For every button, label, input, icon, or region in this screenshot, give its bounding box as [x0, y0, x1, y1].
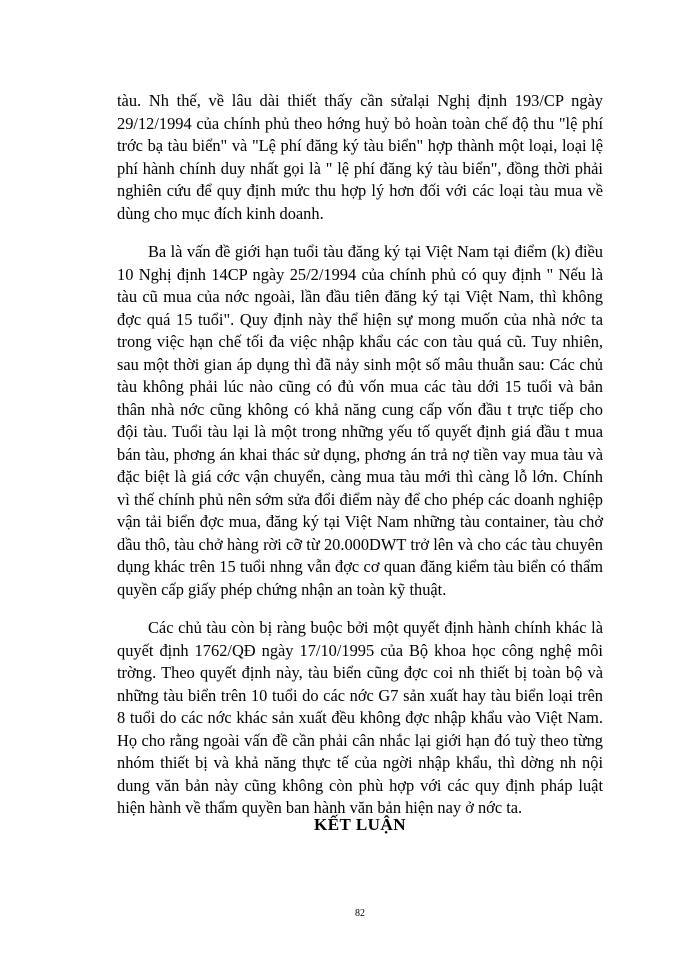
- paragraph-1: tàu. Nh thế, về lâu dài thiết thấy cần sửalại Nghị định 193/CP ngày 29/12/1994 của chính phủ theo hớng huỷ bỏ hoàn toàn chế độ thu "lệ phí trớc bạ tàu biển" và "Lệ phí đăng ký tàu biển" hợp thành một loại, loại lệ phí hành chính duy nhất gọi là " lệ phí đăng ký tàu biển", đồng thời phải nghiên cứu để quy định mức thu hợp lý hơn đối với các loại tàu mua về dùng cho mục đích kinh doanh.: [117, 91, 603, 223]
- page-number: 82: [355, 908, 365, 919]
- paragraph-3: Các chủ tàu còn bị ràng buộc bởi một quyết định hành chính khác là quyết định 1762/QĐ ngày 17/10/1995 của Bộ khoa học công nghệ môi trờng. Theo quyết định này, tàu biển cũng đợc coi nh thiết bị toàn bộ và những tàu biển trên 10 tuổi do các nớc G7 sản xuất hay tàu biển loại trên 8 tuổi do các nớc khác sản xuất đều không đợc nhập khẩu vào Việt Nam. Họ cho rằng ngoài vấn đề cần phải cân nhắc lại giới hạn đó tuỳ theo từng nhóm thiết bị và khả năng thực tế của ngời nhập khẩu, thì dờng nh nội dung văn bản này cũng không còn phù hợp với các quy định pháp luật hiện hành về thẩm quyền ban hành văn bản hiện nay ở nớc ta.: [117, 618, 603, 817]
- section-heading: KẾT LUẬN: [313, 815, 406, 834]
- paragraph-2: Ba là vấn đề giới hạn tuổi tàu đăng ký tại Việt Nam tại điểm (k) điều 10 Nghị định 14CP ngày 25/2/1994 của chính phủ có quy định " Nếu là tàu cũ mua của nớc ngoài, lần đầu tiên đăng ký tại Việt Nam, thì không đợc quá 15 tuổi". Quy định này thể hiện sự mong muốn của nhà nớc ta trong việc hạn chế tối đa việc nhập khẩu các con tàu quá cũ. Tuy nhiên, sau một thời gian áp dụng thì đã nảy sinh một số mâu thuẫn sau: Các chủ tàu không phải lúc nào cũng có đủ vốn mua các tàu dới 15 tuổi và bản thân nhà nớc cũng không có khả năng cung cấp vốn đầu t trực tiếp cho đội tàu. Tuổi tàu lại là một trong những yếu tố quyết định giá đầu t mua bán tàu, phơng án khai thác sử dụng, phơng án trả nợ tiền vay mua tàu và đặc biệt là giá cớc vận chuyển, càng mua tàu mới thì càng lỗ lớn. Chính vì thế chính phủ nên sớm sửa đổi điểm này để cho phép các doanh nghiệp vận tải biển đợc mua, đăng ký tại Việt Nam những tàu container, tàu chở dầu thô, tàu chở hàng rời cỡ từ 20.000DWT trở lên và cho các tàu chuyên dụng khác trên 15 tuổi nhng vẫn đợc cơ quan đăng kiểm tàu biển có thẩm quyền cấp giấy phép chứng nhận an toàn kỹ thuật.: [117, 242, 603, 599]
- body-text: [117, 90, 603, 836]
